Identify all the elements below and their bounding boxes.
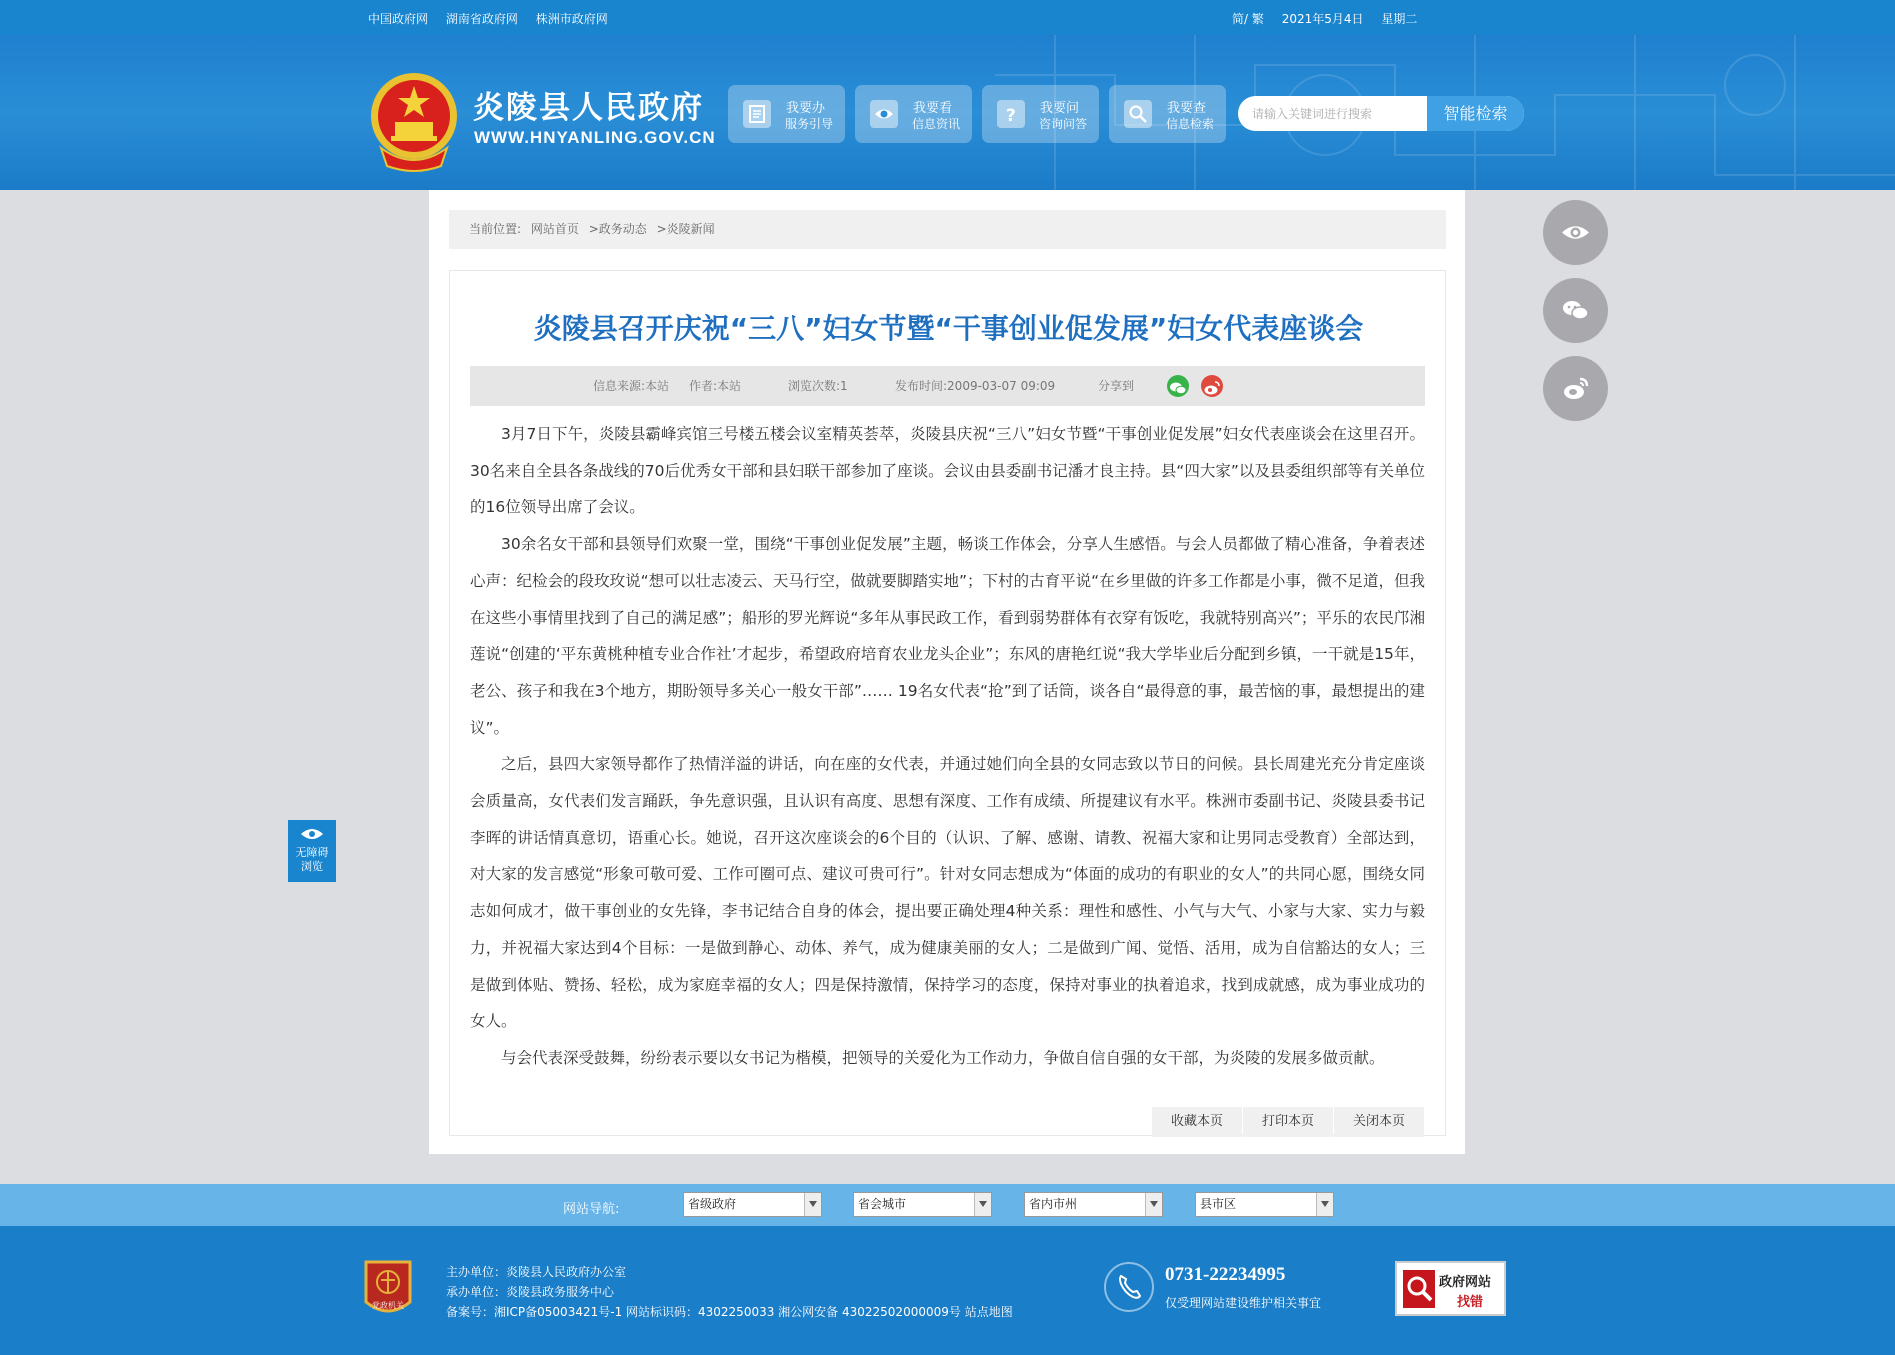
article-paragraph: 之后，县四大家领导都作了热情洋溢的讲话，向在座的女代表，并通过她们向全县的女同志致以节日的问候。县长周建光充分肯定座谈会质量高，女代表们发言踊跃，争先意识强，且认识有高度、思想有深度、工作有成绩、所提建议有水平。株洲市委副书记、炎陵县委书记李晖的讲话情真意切，语重心长。她说，召开这次座谈会的6个目的（认识、了解、感谢、请教、祝福大家和让男同志受教育）全部达到，对大家的发言感觉“形象可敬可爱、工作可圈可点、建议可贵可行”。针对女同志想成为“体面的成功的有职业的女人”的共同心愿，围绕女同志如何成才，做干事创业的女先锋，李书记结合自身的体会，提出要正确处理4种关系：理性和感性、小气与大气、小家与大家、实力与毅力，并祝福大家达到4个目标：一是做到静心、动体、养气，成为健康美丽的女人；二是做到广闻、觉悟、活用，成为自信豁达的女人；三是做到体贴、赞扬、轻松，成为家庭幸福的女人；四是保持激情，保持学习的态度，保持对事业的执着追求，找到成就感，成为事业成功的女人。 (470, 755, 1425, 1031)
meta-views: 浏览次数:1 (788, 379, 848, 393)
consult-qa-button[interactable] (982, 85, 1099, 143)
language-switch[interactable]: 简/ 繁 (1232, 12, 1264, 26)
meta-published: 发布时间:2009-03-07 09:09 (895, 379, 1056, 393)
footer-record[interactable]: 备案号：湘ICP备05003421号-1 网站标识码：4302250033 湘公网安备 43022502000009号 站点地图 (446, 1305, 1013, 1319)
national-emblem-icon (367, 70, 461, 172)
info-search-line2: 信息检索 (1166, 117, 1215, 131)
float-wechat-button[interactable] (1543, 278, 1608, 343)
service-guide-button[interactable] (728, 85, 845, 143)
article-paragraph: 30余名女干部和县领导们欢聚一堂，围绕“干事创业促发展”主题，畅谈工作体会，分享人生感悟。与会人员都做了精心准备，争着表述心声：纪检会的段玫玫说“想可以壮志凌云、天马行空，做就要脚踏实地”；下村的古育平说“在乡里做的许多工作都是小事，微不足道，但我在这些小事情里找到了自己的满足感”；船形的罗光辉说“多年从事民政工作，看到弱势群体有衣穿有饭吃，我就特别高兴”；平乐的农民邝湘莲说“创建的‘平东黄桃种植专业合作社’才起步，希望政府培育农业龙头企业”；东风的唐艳红说“我大学毕业后分配到乡镇，一干就是15年，老公、孩子和我在3个地方，期盼领导多关心一般女干部”…… 19名女代表“抢”到了话筒，谈各自“最得意的事，最苦恼的事，最想提出的建议”。 (470, 535, 1425, 737)
link-hunan-gov[interactable]: 湖南省政府网 (445, 12, 518, 26)
smart-search-button[interactable]: 智能检索 (1427, 96, 1524, 131)
capital-city-select[interactable] (853, 1192, 992, 1217)
article-title: 炎陵县召开庆祝“三八”妇女节暨“干事创业促发展”妇女代表座谈会 (533, 312, 1364, 345)
article-meta (470, 366, 1425, 406)
county-value: 县市区 (1200, 1197, 1237, 1211)
meta-share-label: 分享到 (1098, 379, 1135, 393)
search-input[interactable] (1252, 96, 1442, 131)
province-city-select[interactable] (1024, 1192, 1163, 1217)
print-page-button[interactable]: 打印本页 (1243, 1107, 1333, 1137)
county-select[interactable] (1195, 1192, 1334, 1217)
breadcrumb-gov-news[interactable]: >政务动态 (588, 222, 647, 236)
eye-icon (300, 826, 324, 842)
link-zhuzhou-gov[interactable]: 株洲市政府网 (535, 12, 608, 26)
weibo-icon (1560, 373, 1591, 404)
consult-qa-line1: 我要问 (1040, 101, 1080, 116)
chevron-down-icon (1145, 1193, 1162, 1216)
breadcrumb-label: 当前位置: (469, 222, 522, 236)
info-news-button[interactable] (855, 85, 972, 143)
magnifier-icon (1402, 1269, 1436, 1309)
svg-text:?: ? (1006, 106, 1016, 124)
phone-icon (1104, 1262, 1154, 1312)
meta-source: 信息来源:本站 (593, 379, 670, 393)
accessibility-line1: 无障碍 (295, 846, 329, 859)
party-gov-badge-icon[interactable] (362, 1258, 414, 1322)
gov-site-errata-button[interactable] (1395, 1261, 1506, 1316)
question-icon (997, 100, 1025, 128)
search-icon (1124, 100, 1152, 128)
chevron-down-icon (974, 1193, 991, 1216)
top-links (368, 10, 622, 27)
info-news-line1: 我要看 (913, 101, 953, 116)
site-navigation (0, 1184, 1895, 1226)
eye-icon (1560, 217, 1591, 248)
breadcrumb-yanling-news[interactable]: >炎陵新闻 (656, 222, 715, 236)
float-eye-button[interactable] (1543, 200, 1608, 265)
provincial-gov-select[interactable] (683, 1192, 822, 1217)
footer-info (446, 1262, 1013, 1322)
current-weekday: 星期二 (1381, 12, 1418, 26)
info-search-button[interactable] (1109, 85, 1226, 143)
site-nav-label: 网站导航: (563, 1202, 620, 1217)
link-gov-cn[interactable]: 中国政府网 (368, 12, 429, 26)
badge-text: 党政机关 (372, 1301, 404, 1310)
breadcrumb-home[interactable]: 网站首页 (530, 222, 579, 236)
chevron-down-icon (804, 1193, 821, 1216)
accessibility-button[interactable] (288, 820, 336, 882)
site-url: WWW.HNYANLING.GOV.CN (474, 128, 716, 147)
capital-city-value: 省会城市 (858, 1197, 907, 1211)
footer-organizer: 承办单位：炎陵县政务服务中心 (446, 1285, 615, 1299)
meta-author: 作者:本站 (689, 379, 742, 393)
bookmark-page-button[interactable]: 收藏本页 (1152, 1107, 1242, 1137)
main-content (429, 190, 1465, 1154)
top-right (1232, 10, 1431, 27)
chevron-down-icon (1316, 1193, 1333, 1216)
site-footer (0, 1226, 1895, 1355)
wechat-share-icon[interactable] (1167, 375, 1189, 397)
document-icon (743, 100, 771, 128)
article-body (470, 416, 1425, 1077)
close-page-button[interactable]: 关闭本页 (1334, 1107, 1424, 1137)
footer-phone-note: 仅受理网站建设维护相关事宜 (1165, 1296, 1322, 1310)
info-search-line1: 我要查 (1167, 101, 1207, 116)
info-news-line2: 信息资讯 (912, 117, 961, 131)
eye-icon (870, 100, 898, 128)
errata-line1: 政府网站 (1439, 1275, 1492, 1290)
weibo-share-icon[interactable] (1201, 375, 1223, 397)
errata-line2: 找错 (1457, 1295, 1484, 1310)
top-bar (0, 0, 1895, 35)
current-date: 2021年5月4日 (1281, 12, 1364, 26)
service-guide-line2: 服务引导 (785, 117, 834, 131)
float-weibo-button[interactable] (1543, 356, 1608, 421)
article (449, 270, 1446, 1136)
province-city-value: 省内市州 (1029, 1197, 1078, 1211)
wechat-icon (1560, 295, 1591, 326)
article-paragraph: 3月7日下午，炎陵县霸峰宾馆三号楼五楼会议室精英荟萃，炎陵县庆祝“三八”妇女节暨“干事创业促发展”妇女代表座谈会在这里召开。30名来自全县各条战线的70后优秀女干部和县妇联干部参加了座谈。会议由县委副书记潘才良主持。县“四大家”以及县委组织部等有关单位的16位领导出席了会议。 (470, 425, 1425, 517)
provincial-gov-value: 省级政府 (688, 1197, 737, 1211)
article-paragraph: 与会代表深受鼓舞，纷纷表示要以女书记为楷模，把领导的关爱化为工作动力，争做自信自强的女干部，为炎陵的发展多做贡献。 (501, 1048, 1385, 1067)
service-guide-line1: 我要办 (786, 101, 826, 116)
breadcrumb (449, 210, 1446, 249)
search-box (1238, 96, 1524, 131)
footer-sponsor: 主办单位：炎陵县人民政府办公室 (446, 1265, 627, 1279)
consult-qa-line2: 咨询问答 (1039, 117, 1088, 131)
site-title[interactable]: 炎陵县人民政府 (473, 90, 704, 126)
site-header (0, 35, 1895, 190)
footer-phone: 0731-22234995 (1165, 1264, 1286, 1285)
accessibility-line2: 浏览 (301, 860, 323, 873)
